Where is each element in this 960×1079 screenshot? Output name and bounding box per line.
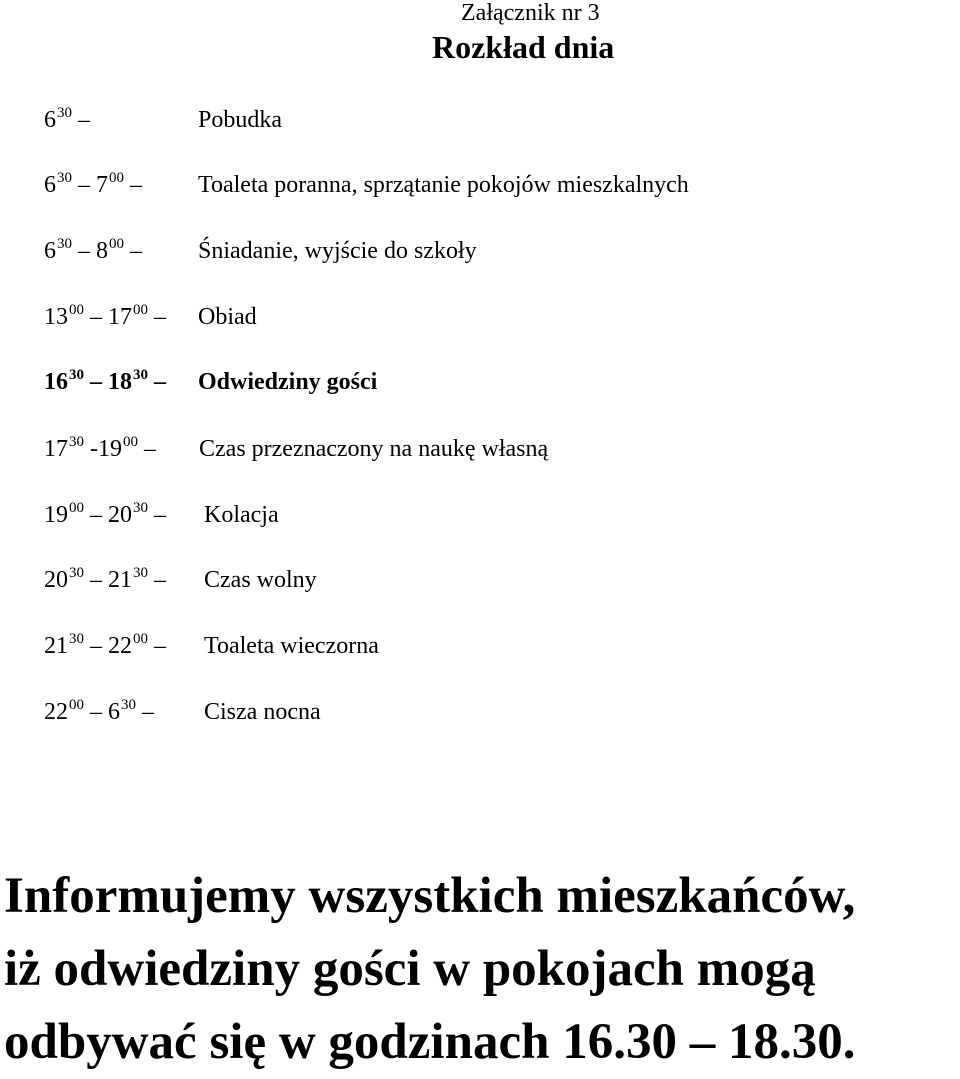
schedule-activity: Pobudka [198, 107, 282, 133]
time-hours: – [124, 238, 142, 264]
time-hours: 6 [44, 172, 56, 198]
time-minutes: 30 [121, 697, 136, 713]
time-hours: – [148, 633, 166, 659]
time-hours: – [148, 567, 166, 593]
time-hours: 22 [44, 699, 68, 725]
time-minutes: 00 [69, 500, 84, 516]
time-hours: – [138, 436, 156, 462]
time-hours: – [148, 369, 166, 395]
time-minutes: 00 [109, 170, 124, 186]
schedule-activity: Czas przeznaczony na naukę własną [199, 436, 549, 462]
schedule-activity: Cisza nocna [204, 699, 321, 725]
schedule-activity: Toaleta poranna, sprzątanie pokojów mieszkalnych [198, 172, 689, 198]
time-minutes: 30 [69, 565, 84, 581]
time-minutes: 30 [133, 367, 148, 383]
visiting-hours-notice [4, 860, 960, 1079]
time-hours: – 21 [84, 567, 132, 593]
time-hours: – [72, 107, 90, 133]
time-hours: – [124, 172, 142, 198]
schedule-activity: Czas wolny [204, 567, 317, 593]
time-hours: – [148, 502, 166, 528]
time-hours: 6 [44, 107, 56, 133]
notice-line: Informujemy wszystkich mieszkańców, [4, 868, 856, 924]
time-minutes: 00 [123, 434, 138, 450]
time-minutes: 30 [69, 631, 84, 647]
time-hours: – 6 [84, 699, 120, 725]
time-hours: 13 [44, 304, 68, 330]
schedule-time [44, 299, 166, 338]
time-hours: – 22 [84, 633, 132, 659]
schedule-activity: Kolacja [204, 502, 279, 528]
attachment-label: Załącznik nr 3 [461, 0, 600, 26]
schedule-time [44, 628, 166, 667]
time-minutes: 00 [133, 302, 148, 318]
time-hours: – 20 [84, 502, 132, 528]
time-hours: – 7 [72, 172, 108, 198]
time-minutes: 30 [133, 565, 148, 581]
time-minutes: 30 [57, 236, 72, 252]
time-hours: 6 [44, 238, 56, 264]
notice-line: iż odwiedziny gości w pokojach mogą [4, 941, 816, 997]
time-minutes: 00 [69, 697, 84, 713]
schedule-activity: Toaleta wieczorna [204, 633, 379, 659]
page-title: Rozkład dnia [432, 29, 615, 65]
schedule-time [44, 497, 166, 536]
time-hours: – [148, 304, 166, 330]
time-hours: – [136, 699, 154, 725]
time-hours: 20 [44, 567, 68, 593]
time-minutes: 00 [109, 236, 124, 252]
time-hours: 17 [44, 436, 68, 462]
time-minutes: 30 [57, 105, 72, 121]
time-hours: – 18 [84, 369, 132, 395]
schedule-time [44, 102, 90, 141]
time-hours: – 17 [84, 304, 132, 330]
time-minutes: 30 [69, 434, 84, 450]
time-hours: -19 [84, 436, 122, 462]
time-minutes: 30 [57, 170, 72, 186]
schedule-activity: Odwiedziny gości [198, 369, 378, 395]
time-minutes: 30 [69, 367, 84, 383]
schedule-time [44, 431, 156, 470]
time-minutes: 00 [69, 302, 84, 318]
schedule-time [44, 562, 166, 601]
time-hours: 16 [44, 369, 68, 395]
time-hours: 19 [44, 502, 68, 528]
schedule-time [44, 694, 154, 733]
time-minutes: 30 [133, 500, 148, 516]
time-hours: – 8 [72, 238, 108, 264]
schedule-time [44, 233, 142, 272]
schedule-time [44, 364, 166, 403]
time-hours: 21 [44, 633, 68, 659]
notice-line: odbywać się w godzinach 16.30 – 18.30. [4, 1014, 856, 1070]
schedule-time [44, 167, 142, 206]
time-minutes: 00 [133, 631, 148, 647]
schedule-activity: Obiad [198, 304, 257, 330]
schedule-activity: Śniadanie, wyjście do szkoły [198, 238, 477, 264]
